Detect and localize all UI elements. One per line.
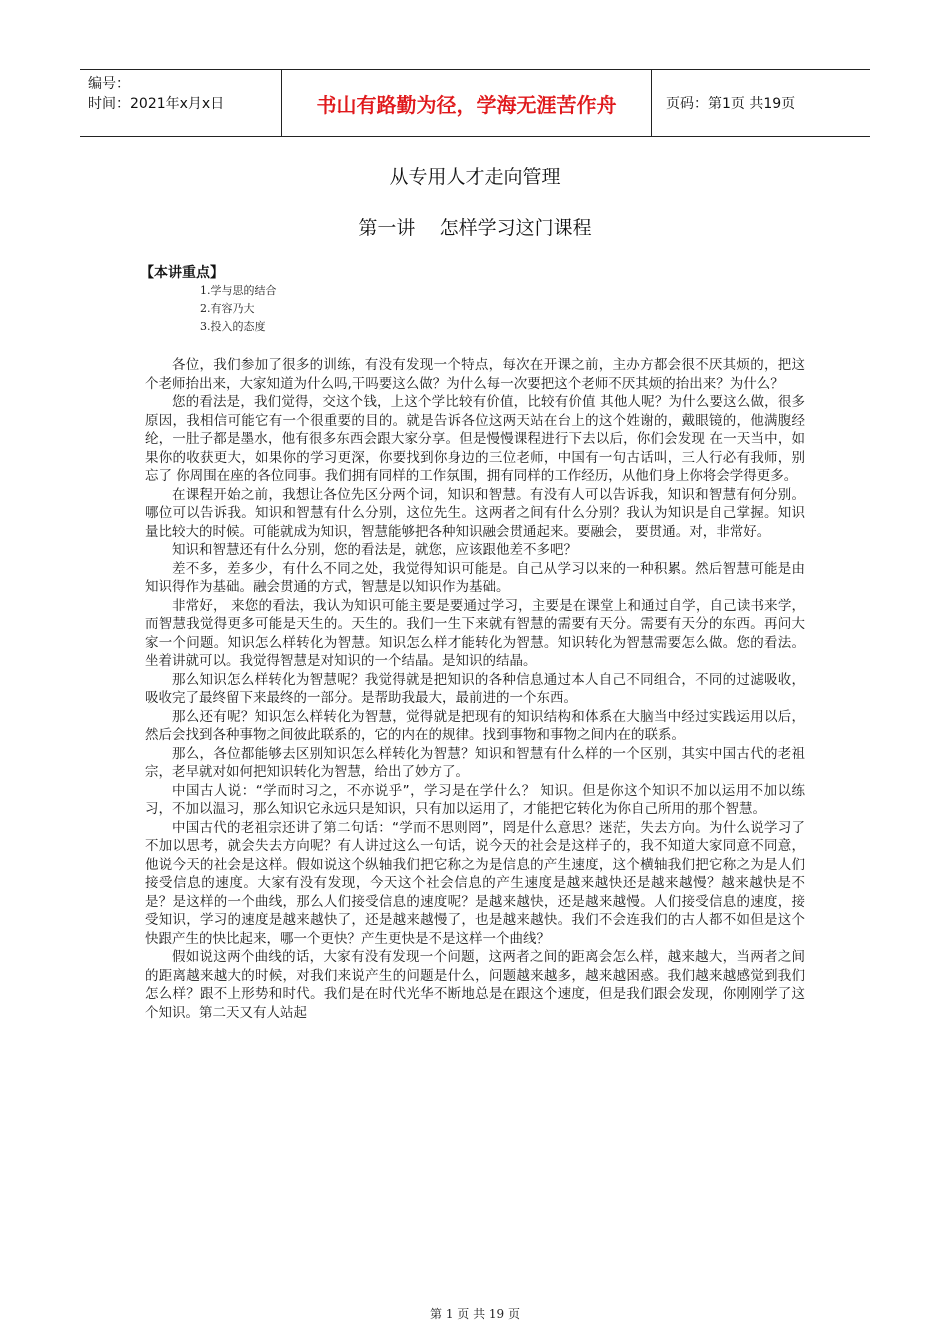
header-number-label: 编号： [88,76,130,92]
page-footer: 第 1 页 共 19 页 [430,1307,520,1321]
paragraph: 知识和智慧还有什么分别，您的看法是，就您，应该跟他差不多吧？ [172,542,577,558]
lecture-subtitle: 第一讲 怎样学习这门课程 [358,217,592,239]
paragraph: 在课程开始之前，我想让各位先区分两个词，知识和智慧。有没有人可以告诉我，知识和智慧有何分别。哪位可以告诉我。知识和智慧有什么分别，这位先生。这两者之间有什么分别？我认为知识是自己掌握。知识量比较大的时候。可能就成为知识，智慧能够把各种知识融会贯通起来。要融会， 要贯通。对，非常好。 [145,486,805,540]
key-point-item: 3.投入的态度 [200,320,266,333]
paragraph: 假如说这两个曲线的话，大家有没有发现一个问题，这两者之间的距离会怎么样，越来越大，当两者之间的距离越来越大的时候，对我们来说产生的问题是什么，问题越来越多，越来越困惑。我们越来越感觉到我们怎么样？跟不上形势和时代。我们是在时代光华不断地总是在跟这个速度，但是我们跟会发现，你刚刚学了这个知识。第二天又有人站起 [145,949,805,1021]
header-table [80,69,870,137]
key-points [140,264,277,336]
document-title: 从专用人才走向管理 [389,166,561,188]
paragraph: 那么还有呢？知识怎么样转化为智慧，觉得就是把现有的知识结构和体系在大脑当中经过实践运用以后，然后会找到各种事物之间彼此联系的，它的内在的规律。找到事物和事物之间内在的联系。 [145,708,805,743]
header-page-label: 页码：第1页 共19页 [666,96,796,112]
key-points-heading: 【本讲重点】 [140,265,224,281]
header-meta-cell [80,70,282,136]
header-page-cell [652,70,870,136]
paragraph: 各位，我们参加了很多的训练，有没有发现一个特点，每次在开课之前，主办方都会很不厌其烦的，把这个老师抬出来，大家知道为什么吗,干吗要这么做？为什么每一次要把这个老师不厌其烦的抬出来？为什么？ [145,357,805,392]
paragraph: 中国古人说：“学而时习之，不亦说乎”，学习是在学什么？ 知识。但是你这个知识不加以运用不加以练习，不加以温习，那么知识它永远只是知识，只有加以运用了，才能把它转化为你自己所用的那个智慧。 [145,782,805,817]
header-time-label: 时间：2021年x月x日 [88,96,225,112]
body-text [145,356,805,1022]
header-motto: 书山有路勤为径，学海无涯苦作舟 [316,92,617,117]
paragraph: 那么，各位都能够去区别知识怎么样转化为智慧？知识和智慧有什么样的一个区别，其实中国古代的老祖宗，老早就对如何把知识转化为智慧，给出了妙方了。 [145,745,805,780]
paragraph: 差不多，差多少，有什么不同之处，我觉得知识可能是。自己从学习以来的一种积累。然后智慧可能是由知识得作为基础。融会贯通的方式，智慧是以知识作为基础。 [145,560,805,595]
key-point-item: 2.有容乃大 [200,302,255,315]
key-point-item: 1.学与思的结合 [200,284,277,297]
paragraph: 那么知识怎么样转化为智慧呢？我觉得就是把知识的各种信息通过本人自己不同组合，不同的过滤吸收，吸收完了最终留下来最终的一部分。是帮助我最大，最前进的一个东西。 [145,671,805,706]
paragraph: 非常好， 来您的看法，我认为知识可能主要是要通过学习，主要是在课堂上和通过自学，自己读书来学，而智慧我觉得更多可能是天生的。天生的。我们一生下来就有智慧的需要有天分。需要有天分的东西。再问大家一个问题。知识怎么样转化为智慧。知识怎么样才能转化为智慧。知识转化为智慧需要怎么做。您的看法。坐着讲就可以。我觉得智慧是对知识的一个结晶。是知识的结晶。 [145,597,805,669]
header-motto-cell [282,70,652,136]
paragraph: 中国古代的老祖宗还讲了第二句话：“学而不思则罔”，罔是什么意思？迷茫，失去方向。为什么说学习了不加以思考，就会失去方向呢？有人讲过这么一句话，说今天的社会是这样子的，我不知道大家同意不同意，他说今天的社会是这样。假如说这个纵轴我们把它称之为是信息的产生速度，这个横轴我们把它称之为是人们接受信息的速度。大家有没有发现，今天这个社会信息的产生速度是越来越快还是越来越慢？越来越快是不是？是这样的一个曲线，那么人们接受信息的速度呢？是越来越快，还是越来越慢。人们接受信息的速度，接受知识，学习的速度是越来越快了，还是越来越慢了，也是越来越快。我们不会连我们的古人都不如但是这个快跟产生的快比起来，哪一个更快？产生更快是不是这样一个曲线？ [145,819,805,947]
paragraph: 您的看法是，我们觉得，交这个钱，上这个学比较有价值，比较有价值 其他人呢？为什么要这么做，很多原因，我相信可能它有一个很重要的目的。就是告诉各位这两天站在台上的这个姓谢的，戴眼镜的，他满腹经纶，一肚子都是墨水，他有很多东西会跟大家分享。但是慢慢课程进行下去以后，你们会发现 在一天当中，如果你的收获更大，如果你的学习更深，你要找到你身边的三位老师，中国有一句古话叫，三人行必有我师，别忘了 你周围在座的各位同事。我们拥有同样的工作氛围，拥有同样的工作经历，从他们身上你将会学得更多。 [145,394,805,484]
